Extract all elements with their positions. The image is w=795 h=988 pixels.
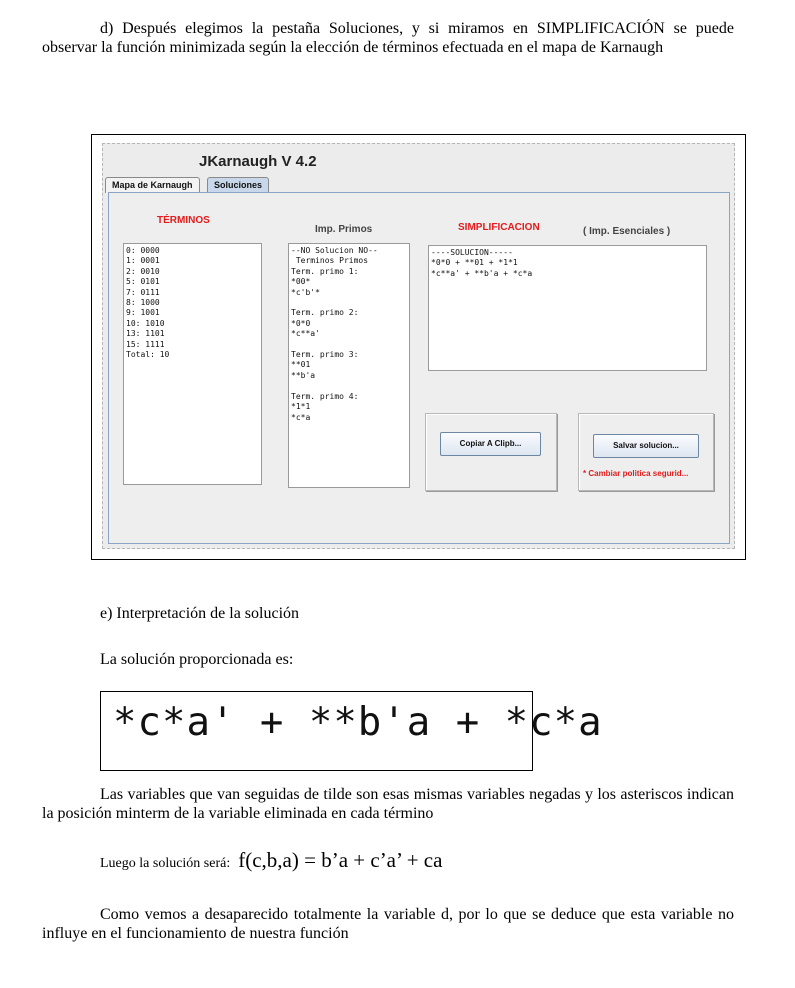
salvar-cell [578, 413, 714, 491]
app-window [102, 143, 735, 549]
app-screenshot-figure [91, 134, 746, 560]
solution-intro-text: La solución proporcionada es: [100, 651, 294, 668]
paragraph-final [42, 905, 734, 943]
app-title: JKarnaugh V 4.2 [199, 153, 317, 170]
security-policy-warning: * Cambiar politica segurid... [583, 469, 689, 478]
solution-image-box [100, 691, 603, 771]
paragraph-variables [42, 785, 734, 823]
luego-label: Luego la solución será: [100, 856, 231, 871]
imp-esenciales-header: ( Imp. Esenciales ) [583, 226, 671, 237]
terminos-textarea[interactable]: 0: 0000 1: 0001 2: 0010 5: 0101 7: 0111 8: 1000 9: 1001 10: 1010 13: 1101 15: 1111 Total: 10 [123, 243, 262, 485]
copiar-cell [425, 413, 557, 491]
tab-mapa-karnaugh[interactable]: Mapa de Karnaugh [105, 177, 200, 193]
tab-soluciones[interactable]: Soluciones [207, 177, 269, 193]
paragraph-final-text: Como vemos a desaparecido totalmente la variable d, por lo que se deduce que esta variable no influye en el funcionamiento de nuestra función [42, 906, 734, 942]
solution-intro [42, 650, 734, 669]
heading-e [42, 604, 734, 623]
paragraph-d-text: d) Después elegimos la pestaña Soluciones, y si miramos en SIMPLIFICACIÓN se puede observar la función minimizada según la elección de términos efectuada en el mapa de Karnaugh [42, 20, 734, 56]
copiar-clipboard-button[interactable]: Copiar A Clipb... [440, 432, 541, 456]
paragraph-d [42, 19, 734, 57]
solution-display: *c*a' + **b'a + *c*a [113, 700, 603, 745]
imp-primos-textarea[interactable]: --NO Solucion NO-- Terminos Primos Term. primo 1: *00* *c'b'* Term. primo 2: *0*0 *c**a' Term. primo 3: **01 **b'a Term. primo 4: *1*1 *c*a [288, 243, 410, 488]
simplificacion-textarea[interactable]: ----SOLUCION----- *0*0 + **01 + *1*1 *c**a' + **b'a + *c*a [428, 245, 707, 371]
simplificacion-header: SIMPLIFICACION [458, 222, 540, 233]
imp-primos-header: Imp. Primos [315, 224, 373, 235]
paragraph-luego [42, 848, 734, 873]
paragraph-variables-text: Las variables que van seguidas de tilde son esas mismas variables negadas y los asteriscos indican la posición minterm de la variable eliminada en cada término [42, 786, 734, 822]
heading-e-text: e) Interpretación de la solución [100, 605, 300, 622]
solution-formula: f(c,b,a) = b’a + c’a’ + ca [238, 848, 443, 872]
soluciones-panel [108, 192, 730, 544]
salvar-solucion-button[interactable]: Salvar solucion... [593, 434, 699, 458]
terminos-header: TÉRMINOS [157, 215, 210, 226]
